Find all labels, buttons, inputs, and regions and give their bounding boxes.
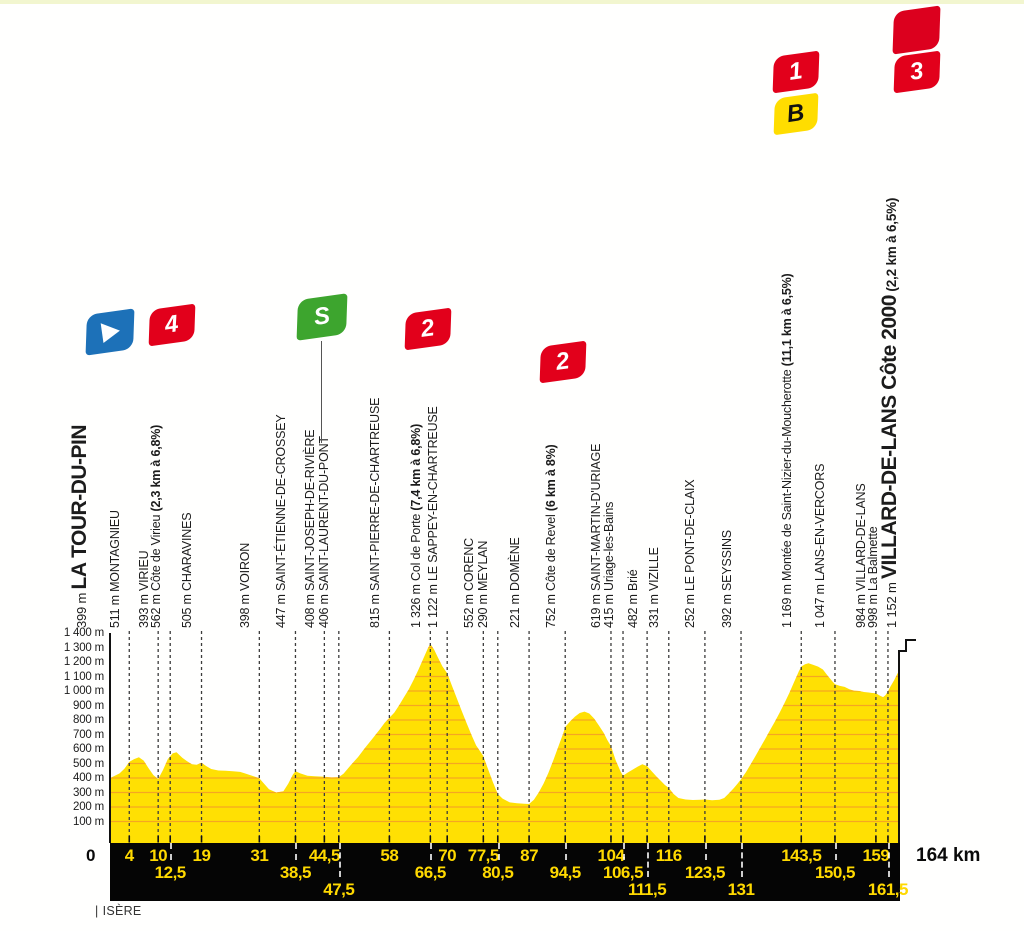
- department-label: [95, 904, 142, 918]
- finish-elevation-bracket: [899, 640, 916, 843]
- km-tick-123.5: [704, 836, 706, 843]
- km-tick-58: [389, 836, 391, 843]
- km-total-label: 164 km: [916, 845, 981, 866]
- elevation-tick-1200: 1 200 m: [63, 656, 104, 668]
- km-label-80.5: 80,5: [482, 863, 514, 882]
- waypoint-label-47.5: [317, 436, 331, 628]
- km-tick-94.5: [564, 836, 566, 843]
- waypoint-elevation: 984 m: [854, 590, 869, 628]
- km-tick-77.5: [483, 836, 485, 843]
- km-tick-80.5: [497, 836, 499, 843]
- km-tick-161.5: [887, 836, 889, 843]
- band-dash-47.5: [339, 843, 341, 877]
- waypoint-label-111.5: [626, 570, 640, 628]
- waypoint-label-131: [720, 530, 734, 628]
- km-label-58: 58: [380, 846, 399, 865]
- climb-detail: (7,4 km à 6,8%): [408, 423, 423, 514]
- waypoint-elevation: 290 m: [476, 590, 491, 628]
- waypoint-name: SAINT-LAURENT-DU-PONT: [317, 436, 332, 591]
- km-label-104: 104: [597, 846, 625, 865]
- km-tick-143.5: [800, 836, 802, 843]
- waypoint-label-0: [68, 425, 94, 628]
- waypoint-elevation: 998 m: [866, 590, 881, 628]
- start-play-icon: [101, 321, 122, 343]
- waypoint-name: Côte de Virieu: [148, 514, 163, 591]
- department-name: ISÈRE: [102, 904, 142, 918]
- waypoint-elevation: 399 m: [74, 589, 89, 628]
- waypoint-name: VIRIEU: [136, 550, 151, 591]
- km-label-131: 131: [727, 880, 755, 899]
- waypoint-label-4: [108, 510, 122, 628]
- waypoint-name: Uriage-les-Bains: [601, 501, 616, 591]
- km-label-4: 4: [124, 846, 134, 865]
- band-dash-80.5: [498, 843, 500, 860]
- km-tick-66.5: [430, 836, 432, 843]
- km-label-31: 31: [250, 846, 269, 865]
- km-tick-116: [668, 836, 670, 843]
- waypoint-label-31: [238, 543, 252, 628]
- km-label-123.5: 123,5: [684, 863, 725, 882]
- km-label-19: 19: [192, 846, 211, 865]
- elevation-tick-100: 100 m: [73, 815, 104, 828]
- waypoint-elevation: 552 m: [461, 590, 476, 628]
- waypoint-elevation: 482 m: [625, 590, 640, 628]
- waypoint-elevation: 398 m: [237, 590, 252, 628]
- km-start-label: 0: [86, 846, 96, 865]
- waypoint-elevation: 408 m: [302, 590, 317, 628]
- km-label-111.5: 111,5: [628, 880, 667, 899]
- waypoint-label-19: [180, 513, 194, 628]
- climb-detail: (11,1 km à 6,5%): [779, 273, 794, 370]
- department-boundary-tick: |: [95, 904, 99, 918]
- waypoint-label-116: [647, 547, 661, 628]
- km-label-106.5: 106,5: [602, 863, 644, 882]
- elevation-tick-600: 600 m: [73, 743, 104, 755]
- climb-detail: (2,3 km à 6,8%): [148, 424, 163, 515]
- km-tick-111.5: [646, 836, 648, 843]
- elevation-tick-1000: 1 000 m: [63, 685, 104, 697]
- waypoint-elevation: 1 169 m: [779, 580, 794, 628]
- waypoint-label-66.5: [409, 424, 423, 628]
- sprint-marker-icon: [297, 293, 348, 341]
- waypoint-elevation: 752 m: [543, 590, 558, 628]
- sprint-leader-line: [321, 341, 322, 443]
- km-label-47.5: 47,5: [323, 880, 355, 899]
- km-label-70: 70: [438, 846, 457, 865]
- waypoint-elevation: 1 047 m: [813, 580, 828, 628]
- km-label-66.5: 66,5: [414, 863, 446, 882]
- marker-label: S: [312, 302, 332, 331]
- band-dash-38.5: [295, 843, 297, 860]
- waypoint-elevation: 1 326 m: [408, 580, 423, 628]
- marker-label: B: [785, 98, 807, 129]
- start-flag-icon: [86, 308, 135, 355]
- band-dash-150.5: [835, 843, 837, 860]
- km-tick-19: [201, 836, 203, 843]
- marker-label: 2: [419, 314, 437, 343]
- waypoint-name: LE SAPPEY-EN-CHARTREUSE: [425, 406, 440, 581]
- waypoint-name: Côte de Revel: [543, 514, 558, 591]
- km-label-150.5: 150,5: [814, 863, 855, 882]
- waypoint-label-12.5: [149, 425, 163, 628]
- distance-axis-band: [110, 843, 908, 901]
- elevation-tick-800: 800 m: [73, 714, 104, 726]
- elevation-tick-700: 700 m: [73, 728, 104, 741]
- bonus-seconds-marker-icon: [774, 93, 819, 136]
- elevation-tick-300: 300 m: [73, 786, 104, 799]
- waypoint-name: SAINT-ÉTIENNE-DE-CROSSEY: [273, 414, 288, 591]
- waypoint-name: Col de Porte: [408, 513, 423, 581]
- waypoint-elevation: 392 m: [719, 590, 734, 628]
- km-tick-87: [528, 836, 530, 843]
- waypoint-elevation: 562 m: [148, 590, 163, 628]
- climb-detail: (2,2 km à 6,5%): [884, 197, 899, 296]
- km-label-44.5: 44,5: [308, 846, 340, 865]
- waypoint-elevation: 511 m: [107, 591, 122, 628]
- waypoint-name: VILLARD-DE-LANS Côte 2000: [878, 295, 901, 579]
- waypoint-elevation: 505 m: [180, 590, 195, 628]
- band-dash-111.5: [647, 843, 649, 877]
- waypoint-elevation: 447 m: [273, 590, 288, 628]
- elevation-tick-500: 500 m: [73, 757, 104, 770]
- waypoint-label-143.5: [780, 274, 794, 628]
- waypoint-label-123.5: [683, 480, 697, 628]
- waypoint-name: LE PONT-DE-CLAIX: [683, 479, 698, 591]
- climb-detail: (6 km à 8%): [543, 444, 558, 515]
- km-tick-104: [610, 836, 612, 843]
- waypoint-label-106.5: [602, 502, 616, 628]
- km-tick-10: [157, 836, 159, 843]
- elevation-tick-1400: 1 400 m: [63, 627, 104, 639]
- elevation-tick-1300: 1 300 m: [63, 641, 104, 654]
- waypoint-elevation: 415 m: [601, 590, 616, 628]
- km-tick-12.5: [169, 836, 171, 843]
- km-label-143.5: 143,5: [781, 846, 822, 865]
- marker-label: 2: [554, 347, 572, 376]
- waypoint-elevation: 393 m: [136, 590, 151, 628]
- km-tick-47.5: [338, 836, 340, 843]
- waypoint-name: LA TOUR-DU-PIN: [68, 424, 91, 590]
- waypoint-name: VIZILLE: [647, 547, 662, 591]
- waypoint-name: SAINT-PIERRE-DE-CHARTREUSE: [367, 397, 382, 591]
- waypoint-label-70: [426, 406, 440, 628]
- km-label-38.5: 38,5: [279, 863, 311, 882]
- km-tick-131: [740, 836, 742, 843]
- km-label-116: 116: [655, 846, 682, 865]
- waypoint-name: SAINT-JOSEPH-DE-RIVIÈRE: [302, 429, 317, 591]
- km-label-87: 87: [520, 846, 539, 865]
- km-label-77.5: 77,5: [467, 846, 499, 865]
- km-label-94.5: 94,5: [549, 863, 581, 882]
- waypoint-label-87: [508, 537, 522, 628]
- km-label-159: 159: [862, 846, 890, 865]
- km-tick-70: [446, 836, 448, 843]
- waypoint-name: MONTAGNIEU: [107, 510, 122, 592]
- km-tick-38.5: [295, 836, 297, 843]
- band-dash-161.5: [888, 843, 890, 877]
- waypoint-label-80.5: [476, 541, 490, 628]
- waypoint-name: Montée de Saint-Nizier-du-Moucherotte: [779, 369, 794, 581]
- km-label-12.5: 12,5: [154, 863, 186, 882]
- finish-checkered-flag-icon: [892, 5, 940, 54]
- elevation-tick-200: 200 m: [73, 801, 104, 813]
- band-dash-123.5: [705, 843, 707, 860]
- km-tick-31: [259, 836, 261, 843]
- waypoint-elevation: 815 m: [367, 590, 382, 628]
- waypoint-label-77.5: [462, 538, 476, 628]
- waypoint-elevation: 619 m: [589, 590, 604, 628]
- waypoint-elevation: 1 152 m: [884, 579, 899, 628]
- waypoint-label-164: [878, 198, 904, 628]
- waypoint-name: Brié: [625, 569, 640, 591]
- waypoint-label-150.5: [813, 464, 827, 628]
- km-label-10: 10: [149, 846, 168, 865]
- marker-label: 4: [163, 310, 181, 339]
- band-dash-131: [741, 843, 743, 877]
- waypoint-label-58: [368, 398, 382, 628]
- waypoint-name: DOMÈNE: [507, 537, 522, 591]
- km-tick-4: [128, 836, 130, 843]
- elevation-tick-400: 400 m: [73, 772, 104, 784]
- waypoint-name: CHARAVINES: [180, 512, 195, 591]
- waypoint-label-94.5: [544, 445, 558, 629]
- waypoint-elevation: 221 m: [507, 590, 522, 628]
- elevation-tick-1100: 1 100 m: [63, 670, 104, 683]
- marker-label: 3: [908, 57, 926, 86]
- band-dash-106.5: [623, 843, 625, 860]
- waypoint-name: VILLARD-DE-LANS: [854, 483, 869, 591]
- waypoint-elevation: 406 m: [317, 590, 332, 628]
- waypoint-elevation: 252 m: [683, 590, 698, 628]
- waypoint-name: SEYSSINS: [719, 530, 734, 591]
- km-tick-150.5: [834, 836, 836, 843]
- waypoint-name: CORENC: [461, 538, 476, 591]
- waypoint-name: La Balmette: [866, 526, 881, 591]
- km-tick-106.5: [622, 836, 624, 843]
- km-tick-44.5: [324, 836, 326, 843]
- waypoint-name: LANS-EN-VERCORS: [813, 463, 828, 581]
- waypoint-elevation: 331 m: [647, 590, 662, 628]
- waypoint-name: SAINT-MARTIN-D'URIAGE: [589, 443, 604, 591]
- waypoint-label-44.5: [303, 430, 317, 628]
- band-dash-12.5: [170, 843, 172, 860]
- km-tick-159: [875, 836, 877, 843]
- band-dash-94.5: [565, 843, 567, 860]
- waypoint-name: MEYLAN: [476, 540, 491, 591]
- elevation-tick-900: 900 m: [73, 699, 104, 712]
- waypoint-elevation: 1 122 m: [425, 580, 440, 628]
- waypoint-label-38.5: [274, 415, 288, 629]
- waypoint-name: VOIRON: [237, 542, 252, 591]
- profile-area: [110, 644, 900, 843]
- km-label-161.5: 161,5: [867, 880, 908, 899]
- band-dash-66.5: [430, 843, 432, 860]
- marker-label: 1: [787, 57, 805, 86]
